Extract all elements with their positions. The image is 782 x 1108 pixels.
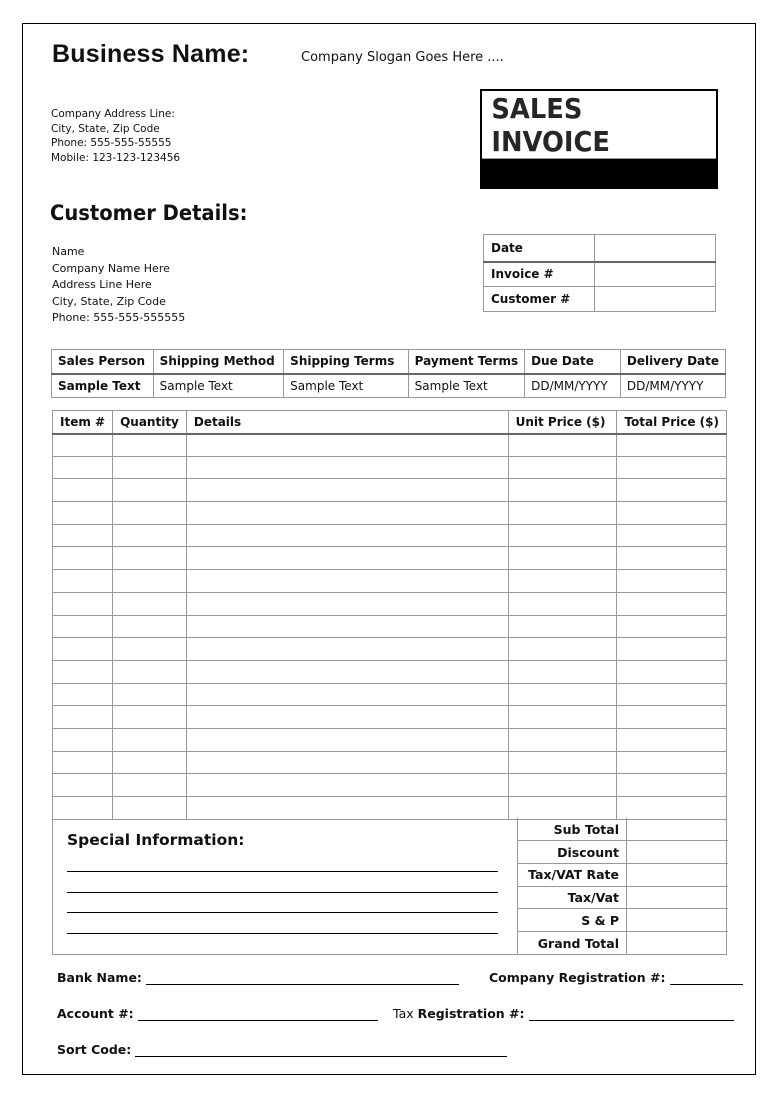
item-number-cell[interactable] [53, 524, 113, 547]
total-price-cell[interactable] [617, 774, 727, 797]
meta-row-customer [484, 287, 716, 312]
unit-price-cell[interactable] [508, 660, 617, 683]
details-cell[interactable] [186, 706, 508, 729]
tax-registration-field[interactable] [529, 1008, 734, 1021]
details-cell[interactable] [186, 434, 508, 457]
totals-row [518, 818, 729, 841]
unit-price-cell[interactable] [508, 592, 617, 615]
invoice-number-field[interactable] [595, 262, 716, 287]
item-number-cell[interactable] [53, 774, 113, 797]
totals-row [518, 863, 729, 886]
customer-details [52, 244, 185, 327]
totals-row [518, 931, 729, 954]
sales-person-field[interactable]: Sample Text [52, 374, 154, 398]
tax-label: Tax/Vat [518, 886, 627, 909]
customer-details-title: Customer Details: [50, 201, 248, 225]
item-row [53, 524, 727, 547]
item-number-cell[interactable] [53, 479, 113, 502]
shipping-method-field[interactable]: Sample Text [153, 374, 284, 398]
details-cell[interactable] [186, 638, 508, 661]
item-row [53, 592, 727, 615]
item-number-cell[interactable] [53, 434, 113, 457]
special-information-title: Special Information: [67, 831, 245, 849]
quantity-cell[interactable] [113, 434, 187, 457]
total-price-cell[interactable] [617, 797, 727, 820]
sort-code-field[interactable] [135, 1044, 507, 1057]
meta-row-invoice [484, 262, 716, 287]
quantity-cell[interactable] [113, 592, 187, 615]
discount-field[interactable] [627, 841, 729, 864]
shipping-terms-header: Shipping Terms [284, 350, 409, 374]
special-info-line-2[interactable] [67, 892, 498, 893]
total-price-cell[interactable] [617, 502, 727, 525]
s-and-p-label: S & P [518, 909, 627, 932]
details-cell[interactable] [186, 615, 508, 638]
item-row [53, 615, 727, 638]
subtotal-label: Sub Total [518, 818, 627, 841]
item-row [53, 547, 727, 570]
unit-price-cell[interactable] [508, 502, 617, 525]
unit-price-header: Unit Price ($) [508, 411, 617, 434]
mobile: Mobile: 123-123-123456 [51, 152, 181, 165]
grand-total-field[interactable] [627, 931, 729, 954]
sort-code-label: Sort Code: [57, 1042, 132, 1057]
details-cell[interactable] [186, 774, 508, 797]
items-body [53, 434, 727, 820]
item-number-cell[interactable] [53, 706, 113, 729]
item-row [53, 638, 727, 661]
unit-price-cell[interactable] [508, 706, 617, 729]
item-number-cell[interactable] [53, 570, 113, 593]
quantity-cell[interactable] [113, 751, 187, 774]
invoice-meta-table [483, 234, 716, 312]
details-header: Details [186, 411, 508, 434]
totals-row [518, 841, 729, 864]
quantity-cell[interactable] [113, 706, 187, 729]
customer-address: Address Line Here [52, 278, 152, 292]
item-number-cell[interactable] [53, 638, 113, 661]
total-price-header: Total Price ($) [617, 411, 727, 434]
tax-registration-row [393, 1006, 734, 1021]
company-address [51, 107, 180, 166]
quantity-cell[interactable] [113, 479, 187, 502]
details-cell[interactable] [186, 524, 508, 547]
item-number-cell[interactable] [53, 683, 113, 706]
customer-phone: Phone: 555-555-555555 [52, 311, 186, 325]
payment-terms-header: Payment Terms [408, 350, 524, 374]
quantity-cell[interactable] [113, 615, 187, 638]
unit-price-cell[interactable] [508, 638, 617, 661]
unit-price-cell[interactable] [508, 524, 617, 547]
sort-code-row [57, 1042, 507, 1057]
totals-table [517, 818, 728, 954]
total-price-cell[interactable] [617, 660, 727, 683]
details-cell[interactable] [186, 660, 508, 683]
quantity-cell[interactable] [113, 547, 187, 570]
due-date-header: Due Date [525, 350, 621, 374]
delivery-date-field[interactable]: DD/MM/YYYY [620, 374, 725, 398]
unit-price-cell[interactable] [508, 434, 617, 457]
unit-price-cell[interactable] [508, 728, 617, 751]
shipping-method-header: Shipping Method [153, 350, 284, 374]
invoice-title-bar [482, 159, 716, 187]
unit-price-cell[interactable] [508, 547, 617, 570]
totals-row [518, 909, 729, 932]
total-price-cell[interactable] [617, 751, 727, 774]
tax-rate-field[interactable] [627, 863, 729, 886]
invoice-number-label: Invoice # [484, 262, 595, 287]
customer-city: City, State, Zip Code [52, 294, 166, 308]
unit-price-cell[interactable] [508, 774, 617, 797]
special-info-line-3[interactable] [67, 912, 498, 913]
discount-label: Discount [518, 841, 627, 864]
total-price-cell[interactable] [617, 728, 727, 751]
unit-price-cell[interactable] [508, 479, 617, 502]
date-field[interactable] [595, 235, 716, 262]
total-price-cell[interactable] [617, 592, 727, 615]
quantity-cell[interactable] [113, 456, 187, 479]
totals-row [518, 886, 729, 909]
date-label: Date [484, 235, 595, 262]
total-price-cell[interactable] [617, 683, 727, 706]
address-line: Company Address Line: [51, 108, 175, 120]
item-row [53, 706, 727, 729]
item-number-cell[interactable] [53, 728, 113, 751]
company-slogan: Company Slogan Goes Here .... [301, 50, 504, 65]
details-cell[interactable] [186, 479, 508, 502]
quantity-cell[interactable] [113, 660, 187, 683]
item-number-cell[interactable] [53, 751, 113, 774]
unit-price-cell[interactable] [508, 615, 617, 638]
item-row [53, 456, 727, 479]
item-row [53, 774, 727, 797]
details-cell[interactable] [186, 547, 508, 570]
unit-price-cell[interactable] [508, 456, 617, 479]
item-number-cell[interactable] [53, 660, 113, 683]
quantity-cell[interactable] [113, 570, 187, 593]
details-cell[interactable] [186, 797, 508, 820]
bank-name-label: Bank Name: [57, 970, 142, 985]
company-registration-field[interactable] [670, 972, 743, 985]
grand-total-label: Grand Total [518, 931, 627, 954]
shipping-terms-field[interactable]: Sample Text [284, 374, 409, 398]
details-cell[interactable] [186, 728, 508, 751]
quantity-cell[interactable] [113, 774, 187, 797]
customer-company: Company Name Here [52, 261, 170, 275]
unit-price-cell[interactable] [508, 797, 617, 820]
subtotal-field[interactable] [627, 818, 729, 841]
phone: Phone: 555-555-55555 [51, 137, 172, 150]
item-number-cell[interactable] [53, 615, 113, 638]
details-cell[interactable] [186, 570, 508, 593]
shipping-value-row [52, 374, 726, 398]
item-row [53, 570, 727, 593]
item-row [53, 502, 727, 525]
details-cell[interactable] [186, 751, 508, 774]
quantity-header: Quantity [113, 411, 187, 434]
account-label: Account #: [57, 1006, 134, 1021]
special-info-line-4[interactable] [67, 933, 498, 934]
unit-price-cell[interactable] [508, 683, 617, 706]
invoice-title: SALES INVOICE [491, 91, 610, 158]
invoice-title-box [480, 89, 718, 189]
business-name: Business Name: [52, 40, 250, 68]
tax-field[interactable] [627, 886, 729, 909]
company-registration-label: Company Registration #: [489, 970, 666, 985]
item-row [53, 728, 727, 751]
total-price-cell[interactable] [617, 570, 727, 593]
item-number-cell[interactable] [53, 456, 113, 479]
total-price-cell[interactable] [617, 479, 727, 502]
item-row [53, 683, 727, 706]
item-number-cell[interactable] [53, 502, 113, 525]
customer-number-field[interactable] [595, 287, 716, 312]
customer-number-label: Customer # [484, 287, 595, 312]
item-row [53, 797, 727, 820]
s-and-p-field[interactable] [627, 909, 729, 932]
items-table [52, 410, 727, 820]
details-cell[interactable] [186, 592, 508, 615]
shipping-table [51, 349, 726, 398]
unit-price-cell[interactable] [508, 751, 617, 774]
item-number-header: Item # [53, 411, 113, 434]
bank-name-field[interactable] [146, 972, 459, 985]
city-state-zip: City, State, Zip Code [51, 122, 160, 135]
quantity-cell[interactable] [113, 797, 187, 820]
details-cell[interactable] [186, 456, 508, 479]
invoice-title-area [482, 91, 716, 159]
item-number-cell[interactable] [53, 592, 113, 615]
details-cell[interactable] [186, 502, 508, 525]
tax-prefix: Tax [393, 1006, 414, 1021]
bank-name-row [57, 970, 459, 985]
company-registration-row [489, 970, 743, 985]
unit-price-cell[interactable] [508, 570, 617, 593]
total-price-cell[interactable] [617, 456, 727, 479]
quantity-cell[interactable] [113, 728, 187, 751]
total-price-cell[interactable] [617, 706, 727, 729]
payment-terms-field[interactable]: Sample Text [408, 374, 524, 398]
total-price-cell[interactable] [617, 547, 727, 570]
tax-registration-label: Registration #: [417, 1006, 525, 1021]
shipping-header-row [52, 350, 726, 374]
quantity-cell[interactable] [113, 638, 187, 661]
item-row [53, 751, 727, 774]
details-cell[interactable] [186, 683, 508, 706]
quantity-cell[interactable] [113, 524, 187, 547]
meta-row-date [484, 235, 716, 262]
delivery-date-header: Delivery Date [620, 350, 725, 374]
account-row [57, 1006, 378, 1021]
items-header-row [53, 411, 727, 434]
quantity-cell[interactable] [113, 683, 187, 706]
item-row [53, 434, 727, 457]
tax-rate-label: Tax/VAT Rate [518, 863, 627, 886]
special-info-line-1[interactable] [67, 871, 498, 872]
summary-section [52, 818, 727, 955]
item-row [53, 660, 727, 683]
account-field[interactable] [138, 1008, 378, 1021]
total-price-cell[interactable] [617, 615, 727, 638]
item-row [53, 479, 727, 502]
total-price-cell[interactable] [617, 434, 727, 457]
due-date-field[interactable]: DD/MM/YYYY [525, 374, 621, 398]
sales-person-header: Sales Person [52, 350, 154, 374]
total-price-cell[interactable] [617, 524, 727, 547]
item-number-cell[interactable] [53, 547, 113, 570]
customer-name: Name [52, 245, 85, 258]
item-number-cell[interactable] [53, 797, 113, 820]
quantity-cell[interactable] [113, 502, 187, 525]
total-price-cell[interactable] [617, 638, 727, 661]
